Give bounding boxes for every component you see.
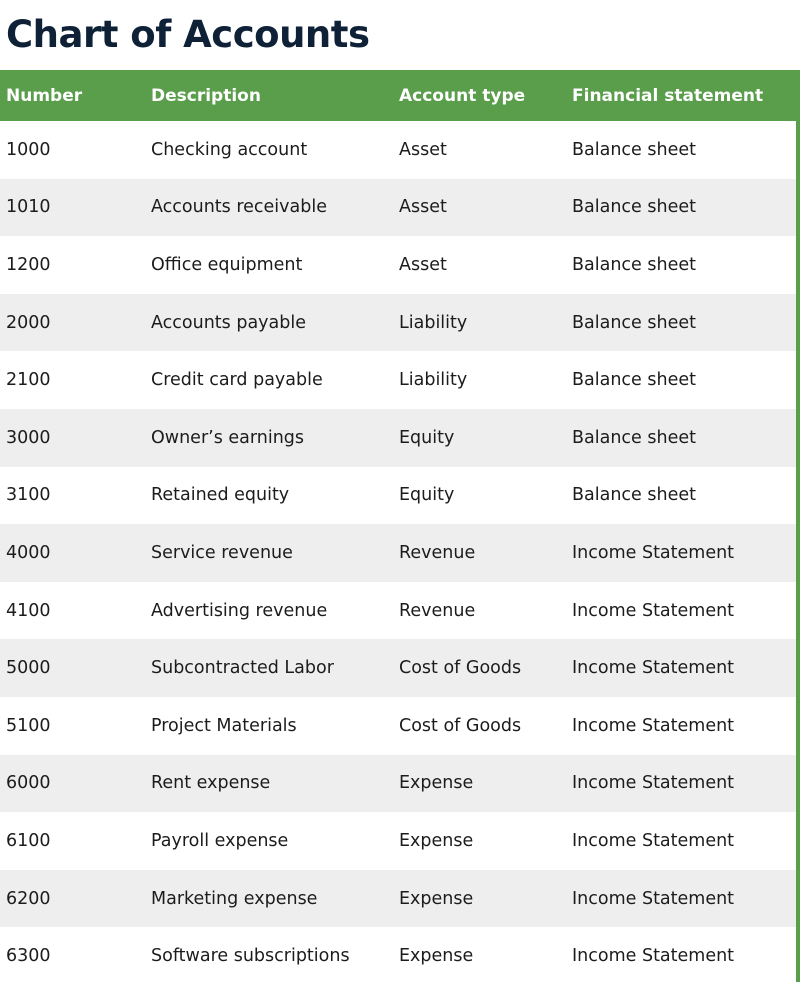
- table-row: [0, 755, 796, 813]
- cell-number: 3100: [6, 485, 51, 506]
- column-header-account-type: Account type: [399, 85, 526, 106]
- column-header-description: Description: [151, 85, 261, 106]
- table-row: [0, 467, 796, 525]
- table-header: [0, 70, 796, 121]
- table-row: [0, 351, 796, 409]
- cell-financial-statement: Balance sheet: [572, 254, 696, 275]
- cell-description: Accounts payable: [151, 312, 306, 333]
- cell-description: Office equipment: [151, 254, 303, 275]
- table-row: [0, 294, 796, 352]
- table-row: [0, 870, 796, 928]
- table-right-border: [796, 70, 800, 982]
- cell-number: 4000: [6, 542, 51, 563]
- cell-description: Service revenue: [151, 542, 293, 563]
- cell-account-type: Equity: [399, 485, 455, 506]
- table-body: [0, 121, 796, 985]
- cell-description: Advertising revenue: [151, 600, 328, 621]
- cell-account-type: Expense: [399, 888, 474, 909]
- cell-number: 6000: [6, 773, 51, 794]
- cell-financial-statement: Income Statement: [572, 715, 735, 736]
- cell-financial-statement: Income Statement: [572, 658, 735, 679]
- cell-account-type: Liability: [399, 370, 468, 391]
- cell-number: 4100: [6, 600, 51, 621]
- cell-description: Rent expense: [151, 773, 271, 794]
- accounts-table-container: [0, 70, 800, 982]
- cell-financial-statement: Balance sheet: [572, 312, 696, 333]
- cell-description: Subcontracted Labor: [151, 658, 334, 679]
- cell-number: 2100: [6, 370, 51, 391]
- cell-number: 2000: [6, 312, 51, 333]
- cell-number: 5000: [6, 658, 51, 679]
- column-header-financial-statement: Financial statement: [572, 85, 764, 106]
- cell-account-type: Expense: [399, 830, 474, 851]
- cell-financial-statement: Balance sheet: [572, 485, 696, 506]
- cell-financial-statement: Income Statement: [572, 773, 735, 794]
- cell-description: Owner’s earnings: [151, 427, 305, 448]
- cell-financial-statement: Income Statement: [572, 888, 735, 909]
- table-row: [0, 409, 796, 467]
- cell-account-type: Expense: [399, 946, 474, 967]
- cell-financial-statement: Balance sheet: [572, 370, 696, 391]
- cell-description: Retained equity: [151, 485, 290, 506]
- table-row: [0, 927, 796, 985]
- cell-number: 3000: [6, 427, 51, 448]
- cell-description: Software subscriptions: [151, 946, 350, 967]
- cell-financial-statement: Income Statement: [572, 542, 735, 563]
- table-row: [0, 697, 796, 755]
- cell-financial-statement: Income Statement: [572, 600, 735, 621]
- cell-description: Credit card payable: [151, 370, 323, 391]
- cell-number: 1200: [6, 254, 51, 275]
- table-row: [0, 179, 796, 237]
- table-row: [0, 639, 796, 697]
- cell-number: 1000: [6, 139, 51, 160]
- cell-description: Project Materials: [151, 715, 297, 736]
- table-header-row: [0, 70, 796, 121]
- cell-number: 1010: [6, 197, 51, 218]
- cell-number: 5100: [6, 715, 51, 736]
- accounts-table: [0, 70, 796, 985]
- cell-account-type: Asset: [399, 254, 447, 275]
- cell-number: 6100: [6, 830, 51, 851]
- table-row: [0, 582, 796, 640]
- cell-account-type: Cost of Goods: [399, 715, 522, 736]
- column-header-number: Number: [6, 85, 83, 106]
- cell-description: Marketing expense: [151, 888, 318, 909]
- cell-financial-statement: Income Statement: [572, 830, 735, 851]
- table-row: [0, 121, 796, 179]
- cell-account-type: Expense: [399, 773, 474, 794]
- table-row: [0, 236, 796, 294]
- cell-description: Checking account: [151, 139, 308, 160]
- cell-account-type: Equity: [399, 427, 455, 448]
- cell-financial-statement: Balance sheet: [572, 197, 696, 218]
- table-row: [0, 812, 796, 870]
- cell-account-type: Revenue: [399, 542, 476, 563]
- cell-number: 6200: [6, 888, 51, 909]
- cell-description: Accounts receivable: [151, 197, 327, 218]
- cell-account-type: Liability: [399, 312, 468, 333]
- cell-financial-statement: Balance sheet: [572, 427, 696, 448]
- page-title: Chart of Accounts: [6, 13, 370, 56]
- cell-financial-statement: Income Statement: [572, 946, 735, 967]
- cell-description: Payroll expense: [151, 830, 289, 851]
- cell-account-type: Revenue: [399, 600, 476, 621]
- cell-financial-statement: Balance sheet: [572, 139, 696, 160]
- cell-account-type: Asset: [399, 139, 447, 160]
- cell-number: 6300: [6, 946, 51, 967]
- cell-account-type: Cost of Goods: [399, 658, 522, 679]
- table-row: [0, 524, 796, 582]
- cell-account-type: Asset: [399, 197, 447, 218]
